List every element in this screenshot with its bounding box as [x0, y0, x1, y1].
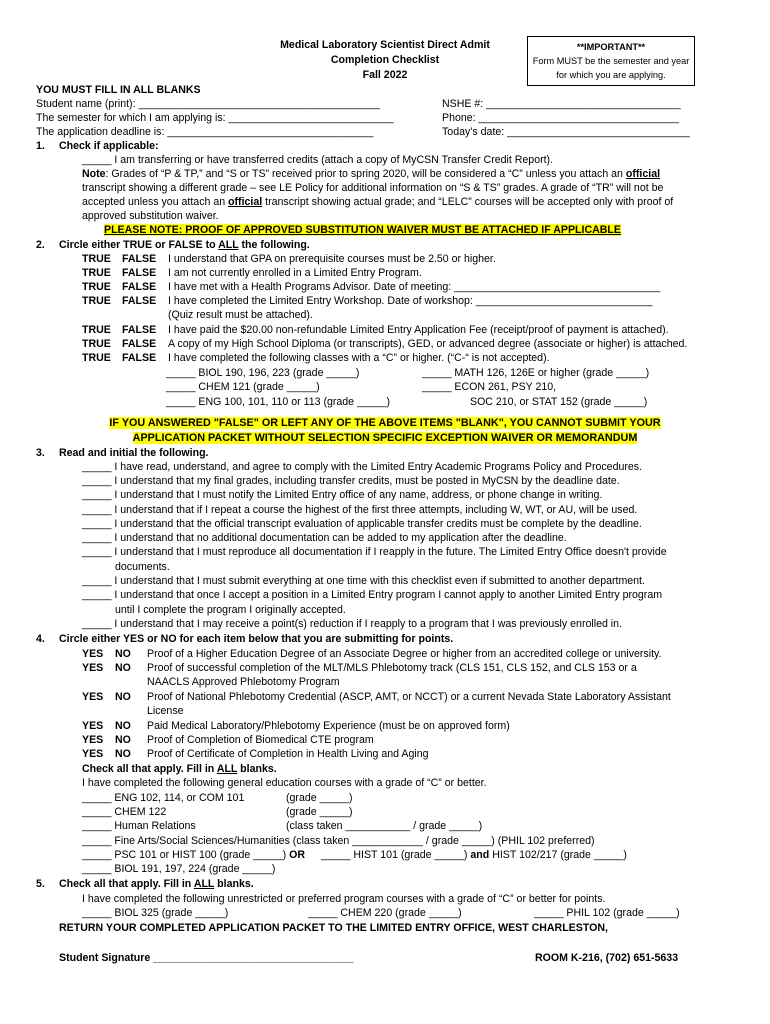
please-note-banner [104, 224, 621, 236]
no-option[interactable]: NO [115, 662, 131, 674]
initial-item[interactable]: _____ I understand that I must reproduce all documentation if I reapply in the future. The Limited Entry Office doesn't provide [82, 546, 667, 558]
gen-ed-hr-grade[interactable]: (class taken ___________ / grade _____) [286, 820, 483, 832]
gen-ed-psc[interactable] [82, 849, 627, 861]
yn-row [82, 748, 428, 760]
true-option[interactable]: TRUE [82, 338, 111, 350]
return-instruction: RETURN YOUR COMPLETED APPLICATION PACKET TO THE LIMITED ENTRY OFFICE, WEST CHARLESTON, [59, 922, 608, 934]
student-signature-field[interactable]: Student Signature __________________________________ [59, 952, 354, 964]
class-math[interactable]: _____ MATH 126, 126E or higher (grade _____) [422, 367, 650, 379]
class-biol[interactable]: _____ BIOL 190, 196, 223 (grade _____) [166, 367, 360, 379]
note-label: Note [82, 168, 106, 180]
important-box [527, 36, 695, 86]
yn-row [82, 662, 637, 674]
course-biol-325[interactable]: _____ BIOL 325 (grade _____) [82, 907, 229, 919]
yes-option[interactable]: YES [82, 720, 104, 732]
tf-row [82, 338, 687, 350]
class-chem[interactable]: _____ CHEM 121 (grade _____) [166, 381, 320, 393]
true-option[interactable]: TRUE [82, 267, 111, 279]
yn-item-text: Proof of Completion of Biomedical CTE program [147, 734, 374, 746]
official-word: official [625, 168, 661, 180]
warning-line-1 [0, 417, 770, 429]
student-name-field[interactable]: Student name (print): _________________________________________ [36, 98, 381, 110]
note-line-2: transcript showing a different grade – see LE Policy for additional information on “S & TS” grades. A grade of “TR” will not be [82, 182, 664, 194]
yn-item-text: Proof of National Phlebotomy Credential (ASCP, AMT, or NCCT) or a current Nevada State Laboratory Assistant [147, 691, 671, 703]
false-option[interactable]: FALSE [122, 295, 157, 307]
s5-heading-a: Check all that apply. Fill in [59, 878, 194, 890]
yes-option[interactable]: YES [82, 662, 104, 674]
tf-item-text: A copy of my High School Diploma (or transcripts), GED, or advanced degree (associate or higher) is attached. [168, 338, 688, 350]
s2-heading-all: ALL [218, 239, 239, 251]
hist-b: HIST 102/217 (grade _____) [489, 849, 627, 861]
section-1-number: 1. [36, 140, 45, 152]
phone-field[interactable]: Phone: __________________________________ [442, 112, 679, 124]
false-option[interactable]: FALSE [122, 253, 157, 265]
class-econ[interactable]: _____ ECON 261, PSY 210, [422, 381, 557, 393]
no-option[interactable]: NO [115, 691, 131, 703]
gen-ed-human-relations[interactable]: _____ Human Relations [82, 820, 196, 832]
yn-item-text: Proof of successful completion of the MLT/MLS Phlebotomy track (CLS 151, CLS 152, and CLS 153 or a [147, 662, 637, 674]
section-4-heading: Circle either YES or NO for each item below that you are submitting for points. [59, 633, 454, 645]
course-chem-220[interactable]: _____ CHEM 220 (grade _____) [308, 907, 462, 919]
initial-item[interactable]: _____ I understand that I may receive a point(s) reduction if I reapply to a program that I was previously enrolled in. [82, 618, 622, 630]
tf-row [82, 267, 422, 279]
check-text-all: ALL [216, 763, 238, 775]
must-fill-heading: YOU MUST FILL IN ALL BLANKS [36, 84, 201, 96]
official-word-2: official [228, 196, 263, 208]
warning-text-2: APPLICATION PACKET WITHOUT SELECTION SPECIFIC EXCEPTION WAIVER OR MEMORANDUM [132, 432, 638, 444]
false-option[interactable]: FALSE [122, 281, 157, 293]
and-word: and [470, 849, 490, 861]
hist-a: _____ HIST 101 (grade _____) [321, 849, 471, 861]
warning-line-2 [0, 432, 770, 444]
gen-ed-eng[interactable]: _____ ENG 102, 114, or COM 101 [82, 792, 245, 804]
note-text-a: : Grades of “P & TP,” and “S or TS” received prior to spring 2020, will be considered a “C” unless you attach an [105, 168, 626, 180]
no-option[interactable]: NO [115, 734, 131, 746]
check-text-b: blanks. [237, 763, 277, 775]
class-soc[interactable]: SOC 210, or STAT 152 (grade _____) [470, 396, 648, 408]
tf-item-text: I am not currently enrolled in a Limited Entry Program. [168, 267, 422, 279]
gen-ed-eng-grade[interactable]: (grade _____) [286, 792, 353, 804]
s2-heading-a: Circle either TRUE or FALSE to [59, 239, 219, 251]
tf-item-text: I have met with a Health Programs Advisor. Date of meeting: ___________________________________ [168, 281, 661, 293]
form-term: Fall 2022 [362, 69, 408, 81]
psc-text: _____ PSC 101 or HIST 100 (grade _____) [82, 849, 290, 861]
no-option[interactable]: NO [115, 720, 131, 732]
false-option[interactable]: FALSE [122, 352, 157, 364]
check-text-a: Check all that apply. Fill in [82, 763, 217, 775]
transfer-credit-item[interactable]: _____ I am transferring or have transferred credits (attach a copy of MyCSN Transfer Credit Report). [82, 154, 554, 166]
section-3-heading: Read and initial the following. [59, 447, 209, 459]
yn-row [82, 720, 510, 732]
note-text-c1: accepted unless you attach an [82, 196, 229, 208]
true-option[interactable]: TRUE [82, 295, 111, 307]
true-option[interactable]: TRUE [82, 352, 111, 364]
true-option[interactable]: TRUE [82, 253, 111, 265]
check-all-heading [82, 763, 277, 775]
tf-item-text: I understand that GPA on prerequisite courses must be 2.50 or higher. [168, 253, 496, 265]
tf-row [82, 281, 660, 293]
s5-heading-all: ALL [193, 878, 215, 890]
gen-ed-fine-arts[interactable]: _____ Fine Arts/Social Sciences/Humanities (class taken ____________ / grade _____) (PHIL 102 preferred) [82, 835, 595, 847]
section-2-heading [59, 239, 310, 251]
initial-item[interactable]: _____ I understand that I must notify the Limited Entry office of any name, address, or phone change in writing. [82, 489, 603, 501]
nshe-field[interactable]: NSHE #: _________________________________ [442, 98, 681, 110]
deadline-field[interactable]: The application deadline is: ___________________________________ [36, 126, 374, 138]
initial-item[interactable]: _____ I understand that if I repeat a course the highest of the first three attempts, including W, WT, or AU, will be used. [82, 504, 638, 516]
section-2-number: 2. [36, 239, 45, 251]
class-eng[interactable]: _____ ENG 100, 101, 110 or 113 (grade _____) [166, 396, 391, 408]
tf-row [82, 352, 550, 364]
gen-ed-intro: I have completed the following general education courses with a grade of “C” or better. [82, 777, 487, 789]
note-line-1 [82, 168, 660, 180]
or-word: OR [289, 849, 305, 861]
false-option[interactable]: FALSE [122, 267, 157, 279]
semester-field[interactable]: The semester for which I am applying is: ____________________________ [36, 112, 394, 124]
yes-option[interactable]: YES [82, 734, 104, 746]
no-option[interactable]: NO [115, 648, 131, 660]
initial-item[interactable]: _____ I have read, understand, and agree to comply with the Limited Entry Academic Programs Policy and Procedures. [82, 461, 643, 473]
form-title: Medical Laboratory Scientist Direct Admit [280, 39, 490, 51]
yes-option[interactable]: YES [82, 691, 104, 703]
room-phone: ROOM K-216, (702) 651-5633 [535, 952, 679, 964]
section-5-number: 5. [36, 878, 45, 890]
initial-item[interactable]: _____ I understand that the official transcript evaluation of applicable transfer credits must be complete by the deadline. [82, 518, 642, 530]
no-option[interactable]: NO [115, 748, 131, 760]
yes-option[interactable]: YES [82, 748, 104, 760]
true-option[interactable]: TRUE [82, 281, 111, 293]
initial-item[interactable]: _____ I understand that no additional documentation can be added to my application after the deadline. [82, 532, 567, 544]
section-1-heading: Check if applicable: [59, 140, 159, 152]
tf-row [82, 295, 653, 307]
initial-item[interactable]: _____ I understand that I must submit everything at one time with this checklist even if submitted to another department. [82, 575, 645, 587]
gen-ed-biol[interactable]: _____ BIOL 191, 197, 224 (grade _____) [82, 863, 276, 875]
tf-row [82, 324, 669, 336]
tf-row [82, 253, 496, 265]
important-line-2: for which you are applying. [556, 70, 666, 80]
program-courses-intro: I have completed the following unrestricted or preferred program courses with a grade of “C” or better for points. [82, 893, 606, 905]
section-5-heading [59, 878, 254, 890]
today-date-field[interactable]: Today’s date: _______________________________ [442, 126, 690, 138]
note-text-c2: transcript showing actual grade; and “LELC” courses will be accepted only with proof of [262, 196, 674, 208]
yn-row [82, 734, 374, 746]
gen-ed-chem-grade[interactable]: (grade _____) [286, 806, 353, 818]
important-title: **IMPORTANT** [576, 42, 646, 52]
tf-item-text: I have paid the $20.00 non-refundable Limited Entry Application Fee (receipt/proof of payment is attached). [168, 324, 669, 336]
note-line-4: approved substitution waiver. [82, 210, 219, 222]
false-option[interactable]: FALSE [122, 324, 157, 336]
initial-item-cont: until I complete the program I originally accepted. [115, 604, 346, 616]
section-4-number: 4. [36, 633, 45, 645]
s5-heading-b: blanks. [214, 878, 254, 890]
please-note-text: PLEASE NOTE: PROOF OF APPROVED SUBSTITUTION WAIVER MUST BE ATTACHED IF APPLICABLE [104, 224, 621, 236]
initial-item[interactable]: _____ I understand that once I accept a position in a Limited Entry program I cannot apply to another Limited Entry program [82, 589, 663, 601]
note-line-3 [82, 196, 673, 208]
true-option[interactable]: TRUE [82, 324, 111, 336]
yn-row [82, 691, 671, 703]
gen-ed-chem[interactable]: _____ CHEM 122 [82, 806, 167, 818]
yn-item-cont: NAACLS Approved Phlebotomy Program [147, 676, 340, 688]
yn-item-text: Proof of a Higher Education Degree of an Associate Degree or higher from an accredited college or university. [147, 648, 662, 660]
course-phil-102[interactable]: _____ PHIL 102 (grade _____) [534, 907, 680, 919]
yes-option[interactable]: YES [82, 648, 104, 660]
tf-item-text: I have completed the Limited Entry Workshop. Date of workshop: ______________________________ [168, 295, 653, 307]
initial-item-cont: documents. [115, 561, 170, 573]
false-option[interactable]: FALSE [122, 338, 157, 350]
form-subtitle: Completion Checklist [330, 54, 440, 66]
initial-item[interactable]: _____ I understand that my final grades, including transfer credits, must be posted in MyCSN by the deadline date. [82, 475, 620, 487]
yn-item-cont: License [147, 705, 184, 717]
quiz-note: (Quiz result must be attached). [168, 309, 313, 321]
yn-item-text: Paid Medical Laboratory/Phlebotomy Experience (must be on approved form) [147, 720, 510, 732]
warning-text-1: IF YOU ANSWERED "FALSE" OR LEFT ANY OF THE ABOVE ITEMS "BLANK", YOU CANNOT SUBMIT YOUR [109, 417, 661, 429]
section-3-number: 3. [36, 447, 45, 459]
important-line-1: Form MUST be the semester and year [532, 56, 690, 66]
yn-item-text: Proof of Certificate of Completion in Health Living and Aging [147, 748, 429, 760]
tf-item-text: I have completed the following classes with a “C” or higher. (“C-“ is not accepted). [168, 352, 550, 364]
yn-row [82, 648, 661, 660]
s2-heading-b: the following. [238, 239, 310, 251]
